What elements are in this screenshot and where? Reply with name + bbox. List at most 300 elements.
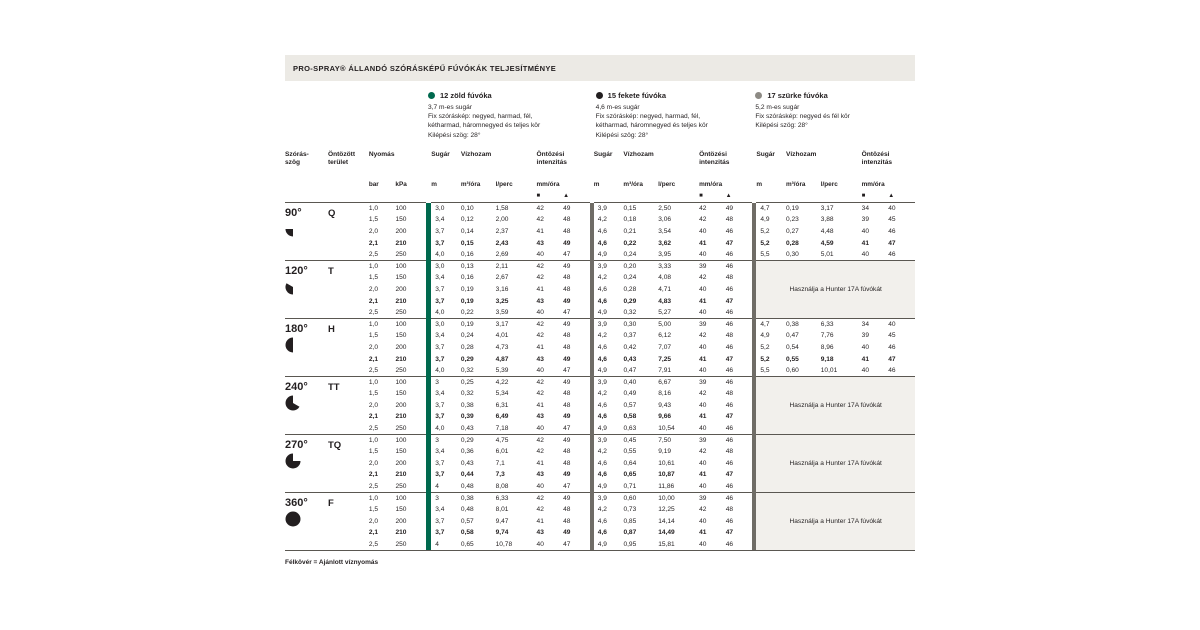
bottom-border-cell [563,550,590,551]
unit-header-row [285,175,915,191]
bottom-border-cell [285,550,328,551]
black-flow-m3h: 0,40 [623,376,658,388]
pressure-kpa: 100 [395,434,426,446]
black-flow-lmin: 9,66 [658,413,672,421]
green-flow-lmin: 4,22 [496,376,537,388]
green-radius: 3,7 [435,297,445,305]
nozzle-group-12-green [428,91,596,151]
black-flow-m3h: 0,63 [623,424,637,432]
spray-angle-cell [285,434,328,492]
green-flow-m3h: 0,32 [460,366,474,374]
green-flow-lmin: 3,59 [495,308,509,316]
green-flow-lmin: 2,37 [495,227,509,235]
spray-angle-value: 90° [285,207,302,219]
green-radius: 3,7 [435,227,445,235]
grey-precip-square: 40 [861,250,870,258]
black-precip-square: 40 [699,482,707,490]
pressure-bar: 2,1 [368,355,379,363]
black-flow-lmin: 3,95 [658,250,672,258]
black-precip-square: 42 [699,216,707,224]
grey-precip-square: 34 [862,203,889,215]
green-precip-square: 41 [536,401,544,409]
bottom-border-cell [821,550,862,551]
pressure-kpa: 100 [395,318,426,330]
black-precip-square: 42 [699,332,707,340]
nozzle-groups [285,91,915,151]
green-flow-m3h: 0,15 [460,239,474,247]
black-flow-m3h: 0,15 [623,203,658,215]
grey-flow-lmin: 6,33 [821,318,862,330]
green-flow-m3h: 0,48 [460,482,474,490]
green-precip-square: 43 [536,471,544,479]
black-flow-m3h: 0,73 [623,506,637,514]
hunter-17a-note: Használja a Hunter 17A fúvókát [756,376,915,434]
green-radius: 3,7 [435,239,445,247]
grey-precip-triangle: 46 [888,227,896,235]
black-flow-lmin: 10,87 [658,471,675,479]
group-line2: kétharmad, háromnegyed és teljes kör [595,122,708,130]
black-radius: 4,9 [597,540,607,548]
black-flow-m3h: 0,87 [623,529,637,537]
green-radius: 3,0 [431,260,461,272]
grey-precip-square: 40 [861,343,870,351]
footnote: Félkövér = Ajánlott víznyomás [285,558,379,566]
black-flow-lmin: 4,71 [658,285,672,293]
green-precip-square: 40 [536,540,544,548]
header-precip-black: Öntözési intenzitás [699,151,730,167]
table-row [285,203,915,215]
pressure-kpa: 200 [395,285,407,293]
black-precip-triangle: 46 [725,482,734,490]
green-flow-m3h: 0,43 [460,459,474,467]
black-flow-m3h: 0,29 [623,297,637,305]
green-flow-lmin: 8,08 [495,482,509,490]
bottom-border-cell [623,550,658,551]
black-precip-square: 40 [699,285,707,293]
spray-pattern-icon [285,279,301,295]
black-flow-lmin: 14,14 [658,517,675,525]
pressure-kpa: 150 [395,390,407,398]
black-flow-m3h: 0,85 [623,517,637,525]
green-flow-lmin: 4,87 [495,355,509,363]
black-precip-square: 41 [699,413,707,421]
group-line3: Kilépési szög: 28° [755,122,808,130]
green-precip-triangle: 48 [563,459,571,467]
black-flow-m3h: 0,58 [623,413,637,421]
black-precip-triangle: 47 [725,297,734,305]
black-flow-m3h: 0,28 [623,285,637,293]
black-precip-square: 40 [699,459,707,467]
black-radius: 3,9 [594,260,624,272]
black-precip-square: 39 [699,318,726,330]
black-precip-square: 40 [699,227,707,235]
bottom-border-cell [496,550,537,551]
header-precip-grey: Öntözési intenzitás [861,151,893,167]
header-radius-green: Sugár [431,151,450,158]
black-radius: 4,2 [597,506,607,514]
table-row [285,342,915,354]
grey-flow-lmin: 10,01 [820,366,838,374]
grey-radius: 4,7 [756,203,786,215]
black-flow-m3h: 0,65 [623,471,637,479]
pressure-kpa: 210 [395,297,407,305]
green-precip-triangle: 48 [563,448,571,456]
pressure-kpa: 210 [395,529,407,537]
table-body-host [285,202,915,551]
grey-precip-square: 41 [861,239,870,247]
grey-precip-triangle: 46 [888,366,896,374]
black-precip-square: 40 [699,250,707,258]
unit-m-green: m [431,180,437,188]
black-precip-triangle: 46 [726,434,753,446]
green-flow-m3h: 0,13 [461,260,496,272]
table-row [285,226,915,238]
green-precip-square: 43 [536,239,544,247]
unit-m-grey: m [756,180,762,188]
green-precip-triangle: 48 [563,227,571,235]
green-flow-m3h: 0,24 [460,332,474,340]
green-flow-m3h: 0,29 [461,434,496,446]
grey-radius: 5,5 [760,366,770,374]
green-radius: 3 [431,376,461,388]
spray-pattern-icon [285,337,301,353]
black-radius: 4,6 [597,285,607,293]
black-radius: 4,9 [597,482,607,490]
green-flow-m3h: 0,39 [460,413,474,421]
table-row [285,260,915,272]
green-precip-triangle: 48 [563,216,571,224]
bottom-border-cell [786,550,821,551]
unit-lmin-black: l/perc [658,180,676,188]
pressure-bar: 2,5 [368,250,379,258]
pressure-bar: 2,5 [368,540,379,548]
green-flow-lmin: 2,43 [495,239,509,247]
black-flow-lmin: 6,12 [658,332,672,340]
green-flow-m3h: 0,36 [460,448,474,456]
black-radius: 4,6 [597,459,607,467]
green-flow-lmin: 9,74 [495,529,509,537]
pressure-bar: 1,5 [368,448,379,456]
black-precip-triangle: 47 [725,529,734,537]
grey-flow-lmin: 3,17 [821,203,862,215]
black-flow-m3h: 0,49 [623,390,637,398]
green-flow-lmin: 7,1 [495,459,505,467]
black-precip-triangle: 49 [726,203,753,215]
green-radius: 3,4 [435,390,445,398]
group-line1: Fix szóráskép: negyed, harmad, fél, [428,113,533,121]
green-precip-triangle: 49 [563,297,571,305]
unit-mmh-green: mm/óra [536,180,560,188]
pressure-kpa: 200 [395,401,407,409]
green-flow-lmin: 6,31 [495,401,509,409]
area-letter: T [327,265,334,277]
area-letter-cell [328,492,369,550]
black-precip-square: 41 [699,297,707,305]
green-radius: 3,4 [435,274,445,282]
grey-radius: 4,9 [760,216,770,224]
black-flow-lmin: 12,25 [658,506,675,514]
green-precip-triangle: 49 [563,471,571,479]
symbol-triangle-grey: ▲ [888,192,895,199]
green-radius: 3,7 [435,413,445,421]
pressure-bar: 2,0 [368,401,379,409]
green-precip-triangle: 49 [563,239,571,247]
grey-flow-lmin: 4,48 [820,227,834,235]
group-line2: kétharmad, háromnegyed és teljes kör [428,122,541,130]
green-radius: 4,0 [435,308,445,316]
black-flow-m3h: 0,42 [623,343,637,351]
pressure-bar: 2,0 [368,285,379,293]
pressure-kpa: 250 [395,366,407,374]
black-precip-triangle: 46 [725,285,734,293]
pressure-bar: 1,5 [368,506,379,514]
black-precip-triangle: 46 [726,492,753,504]
green-precip-square: 41 [536,227,544,235]
black-flow-lmin: 10,61 [658,459,675,467]
green-precip-square: 40 [536,482,544,490]
green-flow-m3h: 0,32 [460,390,474,398]
column-header-row [285,151,915,175]
hunter-17a-note: Használja a Hunter 17A fúvókát [756,434,915,492]
green-flow-m3h: 0,58 [460,529,474,537]
green-precip-square: 43 [536,297,544,305]
black-precip-triangle: 46 [725,343,734,351]
green-precip-triangle: 47 [563,308,571,316]
spray-angle-cell [285,318,328,376]
green-radius: 3 [431,492,461,504]
black-flow-m3h: 0,18 [623,216,637,224]
grey-precip-square: 40 [861,366,870,374]
group-name: 12 zöld fúvóka [440,91,492,100]
grey-flow-m3h: 0,28 [786,239,799,247]
pressure-bar: 1,5 [368,390,379,398]
spray-pattern-icon [285,453,301,469]
green-precip-square: 43 [536,529,544,537]
green-flow-lmin: 3,16 [495,285,509,293]
black-precip-triangle: 47 [725,471,734,479]
green-precip-triangle: 49 [563,492,590,504]
black-flow-lmin: 3,62 [658,239,672,247]
spray-angle-value: 360° [285,496,308,509]
black-precip-triangle: 47 [725,239,734,247]
green-radius: 4,0 [435,366,445,374]
pressure-bar: 2,1 [368,239,379,247]
black-precip-triangle: 46 [726,318,753,330]
green-precip-square: 40 [536,250,544,258]
green-flow-lmin: 8,01 [495,506,509,514]
spray-angle-value: 120° [285,264,308,277]
green-flow-m3h: 0,16 [460,250,474,258]
green-precip-square: 42 [536,216,544,224]
pressure-kpa: 250 [395,424,407,432]
table-row [285,318,915,330]
grey-precip-square: 34 [862,318,889,330]
green-precip-triangle: 48 [563,332,571,340]
black-flow-lmin: 8,16 [658,390,672,398]
black-flow-lmin: 6,67 [658,376,699,388]
green-flow-m3h: 0,19 [461,318,496,330]
pressure-kpa: 200 [395,343,407,351]
green-radius: 3,7 [435,401,445,409]
green-flow-lmin: 2,67 [495,274,509,282]
header-flow-black: Vízhozam [623,151,654,158]
table-row [285,353,915,365]
area-letter-cell [328,260,369,318]
black-precip-triangle: 46 [725,366,734,374]
area-letter: H [327,323,335,335]
grey-flow-lmin: 8,96 [820,343,834,351]
green-flow-m3h: 0,22 [460,308,474,316]
black-radius: 4,9 [597,424,607,432]
spray-pattern-icon [285,511,301,527]
green-precip-square: 42 [537,203,564,215]
black-flow-lmin: 10,54 [658,424,675,432]
group-line1: Fix szóráskép: negyed és fél kör [755,113,850,121]
black-radius: 4,6 [597,355,607,363]
black-precip-triangle: 46 [725,308,734,316]
table-row [285,249,915,261]
black-radius: 4,2 [597,448,607,456]
green-precip-square: 42 [537,434,564,446]
green-flow-m3h: 0,48 [460,506,474,514]
unit-lmin-green: l/perc [495,180,513,188]
black-precip-square: 40 [699,401,707,409]
green-flow-lmin: 3,17 [496,318,537,330]
black-flow-lmin: 2,50 [658,203,699,215]
black-precip-triangle: 46 [725,227,734,235]
area-letter: TT [327,381,340,393]
black-radius: 4,6 [597,343,607,351]
green-radius: 3,0 [431,203,461,215]
green-radius: 3,0 [431,318,461,330]
black-precip-square: 41 [699,355,707,363]
grey-flow-m3h: 0,30 [786,250,799,258]
black-radius: 4,6 [597,471,607,479]
pressure-bar: 2,0 [368,459,379,467]
grey-flow-m3h: 0,23 [786,216,799,224]
pressure-bar: 2,1 [368,297,379,305]
green-flow-lmin: 6,49 [495,413,509,421]
black-radius: 3,9 [594,492,624,504]
grey-flow-lmin: 9,18 [820,355,834,363]
black-precip-square: 41 [699,529,707,537]
spray-angle-cell [285,376,328,434]
unit-kpa: kPa [395,180,407,188]
black-precip-triangle: 46 [725,459,734,467]
green-radius: 3,4 [435,332,445,340]
pressure-kpa: 250 [395,250,407,258]
black-flow-lmin: 9,19 [658,448,672,456]
green-radius: 4,0 [435,424,445,432]
table-bottom-border [285,550,915,551]
symbol-square-black: ■ [699,192,703,199]
pressure-bar: 1,0 [369,434,396,446]
black-precip-triangle: 47 [725,413,734,421]
black-flow-lmin: 5,00 [658,318,699,330]
green-flow-m3h: 0,65 [460,540,474,548]
black-precip-triangle: 46 [725,540,734,548]
green-precip-triangle: 47 [563,540,571,548]
black-radius: 4,9 [597,250,607,258]
black-flow-m3h: 0,32 [623,308,637,316]
black-precip-square: 42 [699,390,707,398]
black-precip-square: 40 [699,308,707,316]
black-flow-m3h: 0,43 [623,355,637,363]
grey-radius: 4,9 [760,332,770,340]
black-flow-m3h: 0,21 [623,227,637,235]
black-flow-lmin: 3,33 [658,260,699,272]
pressure-kpa: 150 [395,274,407,282]
performance-sheet [285,55,915,580]
green-precip-triangle: 49 [563,355,571,363]
grey-precip-triangle: 40 [888,203,915,215]
pressure-bar: 2,5 [368,366,379,374]
bottom-border-cell [888,550,915,551]
green-precip-triangle: 49 [563,529,571,537]
pressure-bar: 1,5 [368,332,379,340]
green-flow-m3h: 0,25 [461,376,496,388]
green-flow-lmin: 6,33 [496,492,537,504]
symbol-square-grey: ■ [861,192,866,199]
area-letter: Q [327,208,336,219]
green-precip-triangle: 49 [563,413,571,421]
grey-precip-square: 40 [861,227,870,235]
grey-precip-triangle: 45 [888,216,896,224]
green-precip-triangle: 48 [563,285,571,293]
green-precip-square: 40 [536,308,544,316]
green-flow-lmin: 6,01 [495,448,509,456]
pressure-kpa: 200 [395,227,407,235]
table-row [285,330,915,342]
pressure-kpa: 200 [395,517,407,525]
green-radius: 3,7 [435,517,445,525]
sheet-title-bar [285,55,915,81]
black-precip-square: 40 [699,366,707,374]
grey-flow-lmin: 4,59 [820,239,834,247]
pressure-bar: 2,5 [368,482,379,490]
green-radius: 3,7 [435,355,445,363]
black-flow-lmin: 11,86 [658,482,675,490]
black-precip-square: 39 [699,492,726,504]
green-precip-triangle: 48 [563,343,571,351]
black-precip-square: 39 [699,434,726,446]
black-flow-m3h: 0,64 [623,459,637,467]
bottom-border-cell [726,550,753,551]
unit-mmh-black: mm/óra [699,180,723,188]
black-flow-lmin: 7,91 [658,366,672,374]
black-precip-square: 40 [699,540,707,548]
black-precip-triangle: 46 [725,250,734,258]
pressure-kpa: 100 [395,492,426,504]
green-precip-square: 42 [537,318,564,330]
black-radius: 4,2 [597,332,607,340]
grey-flow-lmin: 7,76 [820,332,834,340]
black-flow-m3h: 0,20 [623,260,658,272]
green-flow-lmin: 4,73 [495,343,509,351]
unit-m-black: m [593,180,600,188]
spray-angle-cell [285,492,328,550]
unit-lmin-grey: l/perc [820,180,838,188]
green-precip-triangle: 48 [563,401,571,409]
pressure-kpa: 150 [395,448,407,456]
grey-precip-triangle: 45 [888,332,896,340]
pressure-kpa: 100 [395,203,426,215]
pressure-bar: 1,0 [369,376,396,388]
black-flow-lmin: 5,27 [658,308,672,316]
spray-pattern-icon [285,221,301,237]
green-flow-m3h: 0,38 [460,401,474,409]
green-flow-lmin: 3,25 [495,297,509,305]
